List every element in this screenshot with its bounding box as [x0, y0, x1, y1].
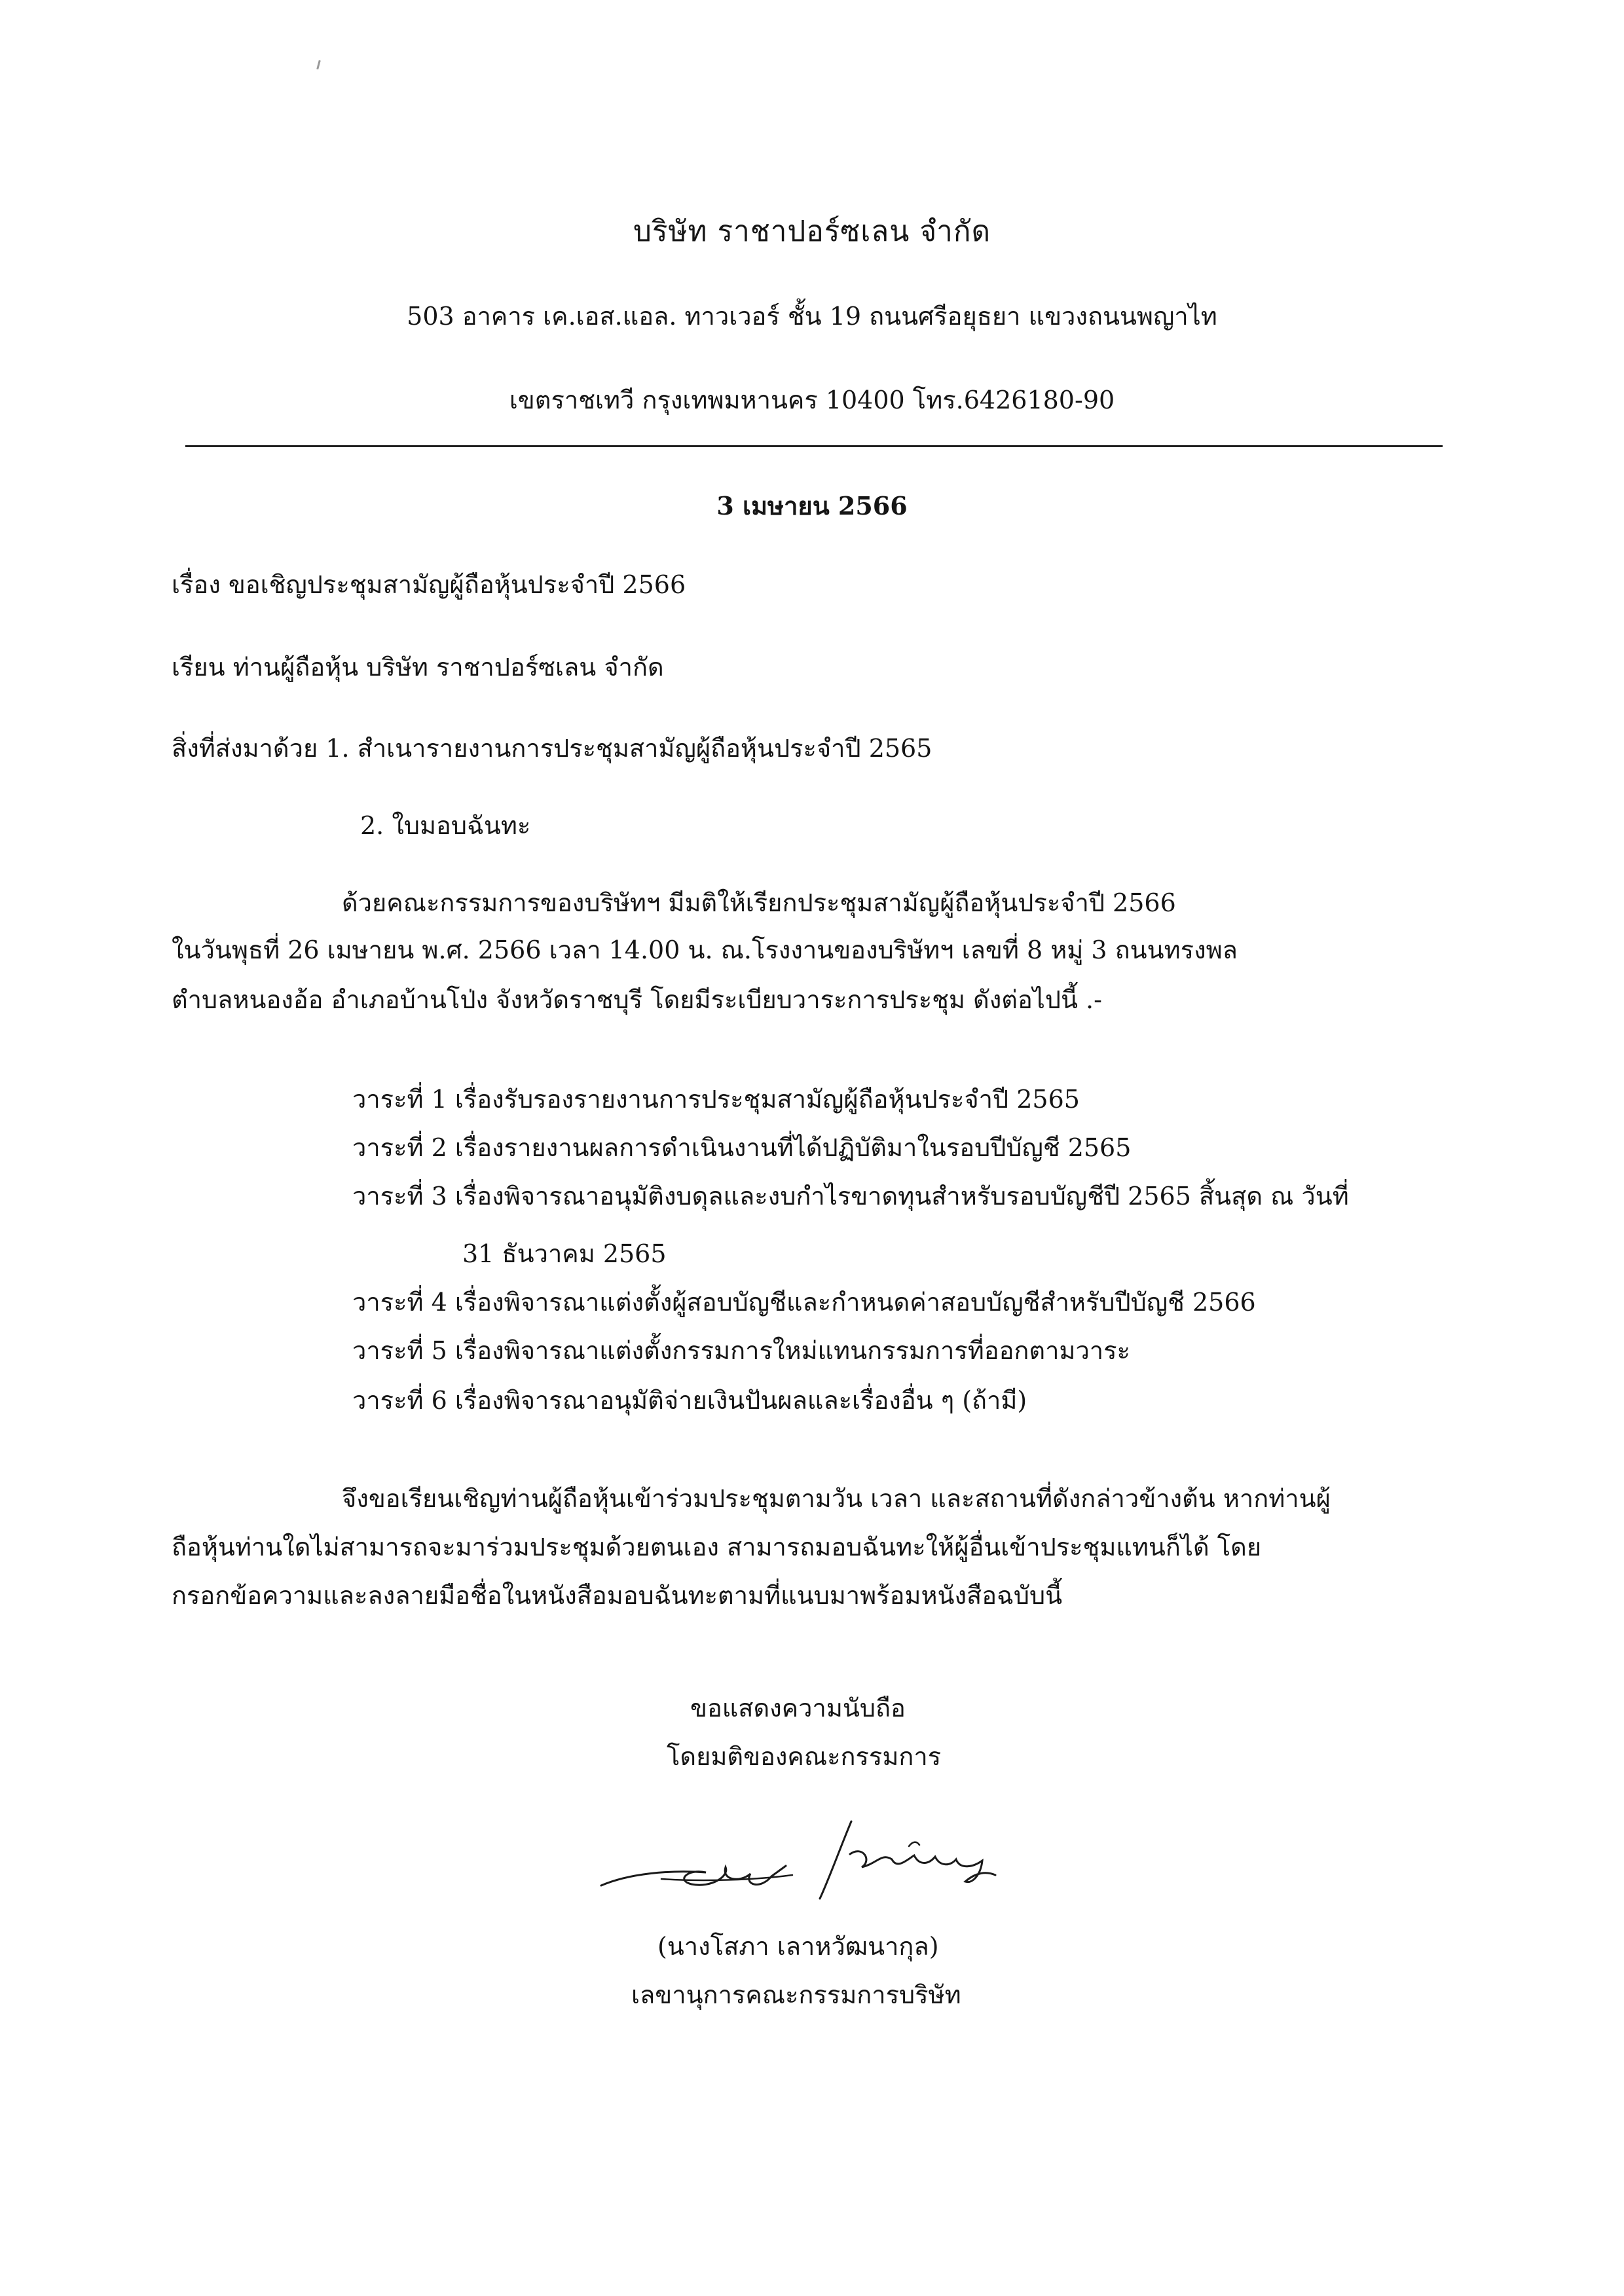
- body-paragraph-line3: ตำบลหนองอ้อ อำเภอบ้านโป่ง จังหวัดราชบุรี โดยมีระเบียบวาระการประชุม ดังต่อไปนี้ .-: [172, 985, 1102, 1014]
- sign-off-on-behalf: โดยมติของคณะกรรมการ: [667, 1742, 942, 1771]
- signature-stroke-4: [850, 1851, 995, 1882]
- signature-stroke-3: [820, 1821, 851, 1899]
- letter-date: 3 เมษายน 2566: [716, 491, 908, 520]
- agenda-item-3-continuation: 31 ธันวาคม 2565: [462, 1239, 667, 1268]
- sign-off-regards: ขอแสดงความนับถือ: [690, 1694, 906, 1722]
- agenda-item-4: วาระที่ 4 เรื่องพิจารณาแต่งตั้งผู้สอบบัญชีและกำหนดค่าสอบบัญชีสำหรับปีบัญชี 2566: [352, 1288, 1256, 1317]
- agenda-item-6: วาระที่ 6 เรื่องพิจารณาอนุมัติจ่ายเงินปันผลและเรื่องอื่น ๆ (ถ้ามี): [352, 1386, 1027, 1415]
- signature-stroke-5: [909, 1842, 919, 1846]
- agenda-item-1: วาระที่ 1 เรื่องรับรองรายงานการประชุมสามัญผู้ถือหุ้นประจำปี 2565: [352, 1085, 1080, 1114]
- company-name: บริษัท ราชาปอร์ซเลน จำกัด: [633, 215, 991, 248]
- letterhead-divider: [185, 445, 1443, 447]
- agenda-item-3: วาระที่ 3 เรื่องพิจารณาอนุมัติงบดุลและงบกำไรขาดทุนสำหรับรอบบัญชีปี 2565 สิ้นสุด ณ วันที่: [352, 1182, 1349, 1211]
- signer-title: เลขานุการคณะกรรมการบริษัท: [631, 1980, 961, 2009]
- letter-salutation: เรียน ท่านผู้ถือหุ้น บริษัท ราชาปอร์ซเลน จำกัด: [172, 653, 664, 682]
- scan-speck: [316, 60, 321, 69]
- enclosure-item-2: 2. ใบมอบฉันทะ: [360, 811, 531, 840]
- closing-paragraph-line2: ถือหุ้นท่านใดไม่สามารถจะมาร่วมประชุมด้วยตนเอง สามารถมอบฉันทะให้ผู้อื่นเข้าประชุมแทนก็ได้ โดย: [172, 1533, 1262, 1561]
- signer-name: (นางโสภา เลาหวัฒนากุล): [657, 1932, 939, 1961]
- company-address-line2: เขตราชเทวี กรุงเทพมหานคร 10400 โทร.6426180-90: [509, 386, 1115, 414]
- enclosure-item-1: สิ่งที่ส่งมาด้วย 1. สำเนารายงานการประชุมสามัญผู้ถือหุ้นประจำปี 2565: [172, 734, 932, 763]
- closing-paragraph-line3: กรอกข้อความและลงลายมือชื่อในหนังสือมอบฉันทะตามที่แนบมาพร้อมหนังสือฉบับนี้: [172, 1581, 1063, 1610]
- letter-subject: เรื่อง ขอเชิญประชุมสามัญผู้ถือหุ้นประจำปี 2566: [172, 570, 686, 599]
- handwritten-signature: [589, 1807, 1008, 1905]
- closing-paragraph-line1: จึงขอเรียนเชิญท่านผู้ถือหุ้นเข้าร่วมประชุมตามวัน เวลา และสถานที่ดังกล่าวข้างต้น หากท่านผู้: [342, 1484, 1331, 1513]
- agenda-item-2: วาระที่ 2 เรื่องรายงานผลการดำเนินงานที่ได้ปฏิบัติมาในรอบปีบัญชี 2565: [352, 1133, 1132, 1162]
- signature-stroke-1: [601, 1866, 786, 1886]
- company-address-line1: 503 อาคาร เค.เอส.แอล. ทาวเวอร์ ชั้น 19 ถนนศรีอยุธยา แขวงถนนพญาไท: [407, 302, 1217, 331]
- body-paragraph-line2: ในวันพุธที่ 26 เมษายน พ.ศ. 2566 เวลา 14.00 น. ณ.โรงงานของบริษัทฯ เลขที่ 8 หมู่ 3 ถนนทรงพล: [172, 936, 1238, 964]
- body-paragraph-line1: ด้วยคณะกรรมการของบริษัทฯ มีมติให้เรียกประชุมสามัญผู้ถือหุ้นประจำปี 2566: [342, 888, 1176, 917]
- agenda-item-5: วาระที่ 5 เรื่องพิจารณาแต่งตั้งกรรมการใหม่แทนกรรมการที่ออกตามวาระ: [352, 1336, 1130, 1365]
